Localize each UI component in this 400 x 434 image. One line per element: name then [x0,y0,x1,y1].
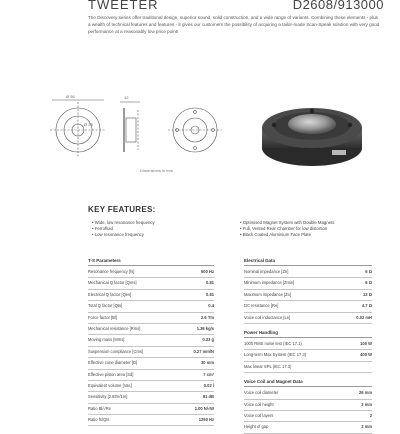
electrical-row [244,313,372,324]
intro-paragraph: The Discovery series offer traditional design, superior sound, solid construction, and a wide range of variants. Combining these elements - plus a wealth of technical features and features - it gives our customers the possibility of acquiring a tailor-made Scan-Speak solution with very good performance at a reasonably low price point! [88,15,380,35]
feature-item: • Ferrofluid [92,226,232,232]
ts-param-value: 1.36 kg/s [196,325,214,331]
electrical-row [244,301,372,312]
power-label: 100h RMS noise test (IEC 17.1) [244,340,302,346]
ts-param-row [88,370,214,381]
ts-param-row [88,392,214,403]
electrical-row [244,267,372,278]
ts-param-label: Electrical Q factor [Qes] [88,291,132,297]
feature-item: • Full, Vented Rear Chamber for low distortion [240,226,380,232]
voicecoil-label: Voice coil height [244,401,274,407]
ts-param-value: 0.27 mm/N [193,348,214,354]
ts-param-row [88,267,214,278]
ts-param-label: Resonance frequency [fs] [88,269,135,274]
ts-param-value: 0.4 [208,303,214,309]
svg-text:12: 12 [124,95,129,100]
ts-param-row [88,290,214,301]
power-row [244,339,372,350]
power-handling-title: Power Handling [244,330,372,338]
ts-param-value: 1250 Hz [198,417,214,423]
voicecoil-label: Voice coil layers [244,412,274,418]
ts-param-value: 2.6 Tm [201,314,214,320]
ts-param-value: 91 dB [202,394,214,400]
electrical-value: 6 Ω [365,269,372,274]
ts-param-label: Equivalent volume [Vas] [88,382,132,388]
electrical-row [244,290,372,301]
power-value: 400 W [360,352,372,358]
side-body [126,118,136,142]
ts-param-value: 7 cm² [203,371,214,377]
voicecoil-value: 2 [369,412,372,418]
ts-param-label: Effective piston area [Sd] [88,371,134,377]
ts-param-row [88,404,214,415]
voicecoil-label: Voice coil diameter [244,390,279,396]
voicecoil-row [244,411,372,422]
features-left-list [92,220,232,239]
ts-param-label: Mechanical Q factor [Qms] [88,280,137,286]
electrical-label: DC resistance [Re] [244,303,279,309]
ts-param-row [88,358,214,369]
voicecoil-row [244,422,372,433]
technical-drawing [40,88,270,188]
ts-parameters-table [88,258,214,426]
ts-parameters-title: T-S Parameters [88,258,214,266]
tweeter-photo [252,92,372,174]
voicecoil-row [244,400,372,411]
electrical-label: Minimum impedance [Zmin] [244,280,295,286]
ts-param-label: Ratio Bl/√Re [88,405,111,411]
dimension-drawing-svg [40,88,270,188]
electrical-row [244,278,372,289]
voicecoil-value: 2 mm [361,401,372,407]
feature-item: • Optimised Magnet System with Double Magnets [240,220,380,226]
ts-param-value: 500 Hz [201,269,214,274]
ts-param-row [88,415,214,426]
ts-param-label: Sensitivity [2.83V/1m] [88,394,128,400]
electrical-data-title: Electrical Data [244,258,372,266]
ts-param-label: Effective cone diameter [D] [88,360,138,366]
ts-param-value: 0.81 [206,291,214,297]
svg-text:Ø 56: Ø 56 [66,94,75,99]
ts-param-row [88,313,214,324]
ts-param-label: Ratio fs/Qts [88,417,110,423]
ts-param-value: 0.33 g [202,337,214,343]
page-header [0,0,400,12]
product-category: TWEETER [88,0,159,12]
power-row [244,350,372,361]
ts-param-row [88,381,214,392]
electrical-value: 4.7 Ω [361,303,372,309]
feature-item: • Low resonance frequency [92,232,232,238]
electrical-label: Voice coil inductance [Le] [244,314,291,320]
feature-item: • Black Coated Aluminium Face Plate [240,232,380,238]
voicecoil-label: Height of gap [244,424,269,430]
ts-param-row [88,278,214,289]
drawing-caption: Dimensions in mm [140,168,173,173]
ts-param-value: 0.02 l [203,382,214,388]
power-label: Max linear SPL (IEC 17.3) [244,363,292,369]
right-tables [244,258,372,434]
ts-param-value: 0.81 [206,280,214,286]
voice-coil-title: Voice Coil and Magnet Data [244,379,372,387]
power-value: 100 W [360,340,372,346]
electrical-label: Maximum impedance [Zo] [244,291,292,297]
ts-param-label: Mechanical resistance [Rms] [88,325,141,331]
svg-text:Ø 28: Ø 28 [84,122,93,127]
ts-param-value: 1.00 N/√W [194,405,214,411]
ts-param-row [88,324,214,335]
ts-param-row [88,301,214,312]
electrical-value: 13 Ω [363,291,372,297]
voicecoil-row [244,388,372,399]
voicecoil-value: 26 mm [359,390,372,396]
ts-param-row [88,335,214,346]
key-features-title: KEY FEATURES: [88,205,156,214]
tweeter-illustration [252,92,372,174]
power-label: Long-term Max System (IEC 17.3) [244,352,307,358]
ts-param-value: 30 mm [201,360,214,366]
ts-param-label: Force factor [Bl] [88,314,117,320]
feature-item: • Wide, low resonance frequency [92,220,232,226]
ts-param-label: Suspension compliance [Cms] [88,348,144,354]
features-right-list [240,220,380,239]
ts-param-label: Moving mass [Mms] [88,337,125,343]
ts-param-row [88,347,214,358]
electrical-value: 0.02 mH [356,314,372,320]
voicecoil-value: 2 mm [361,424,372,430]
model-number: D2608/913000 [292,0,384,12]
power-row [244,362,372,373]
electrical-value: 6 Ω [365,280,372,286]
electrical-label: Nominal impedance [Zn] [244,269,289,274]
ts-param-label: Total Q factor [Qts] [88,303,123,309]
